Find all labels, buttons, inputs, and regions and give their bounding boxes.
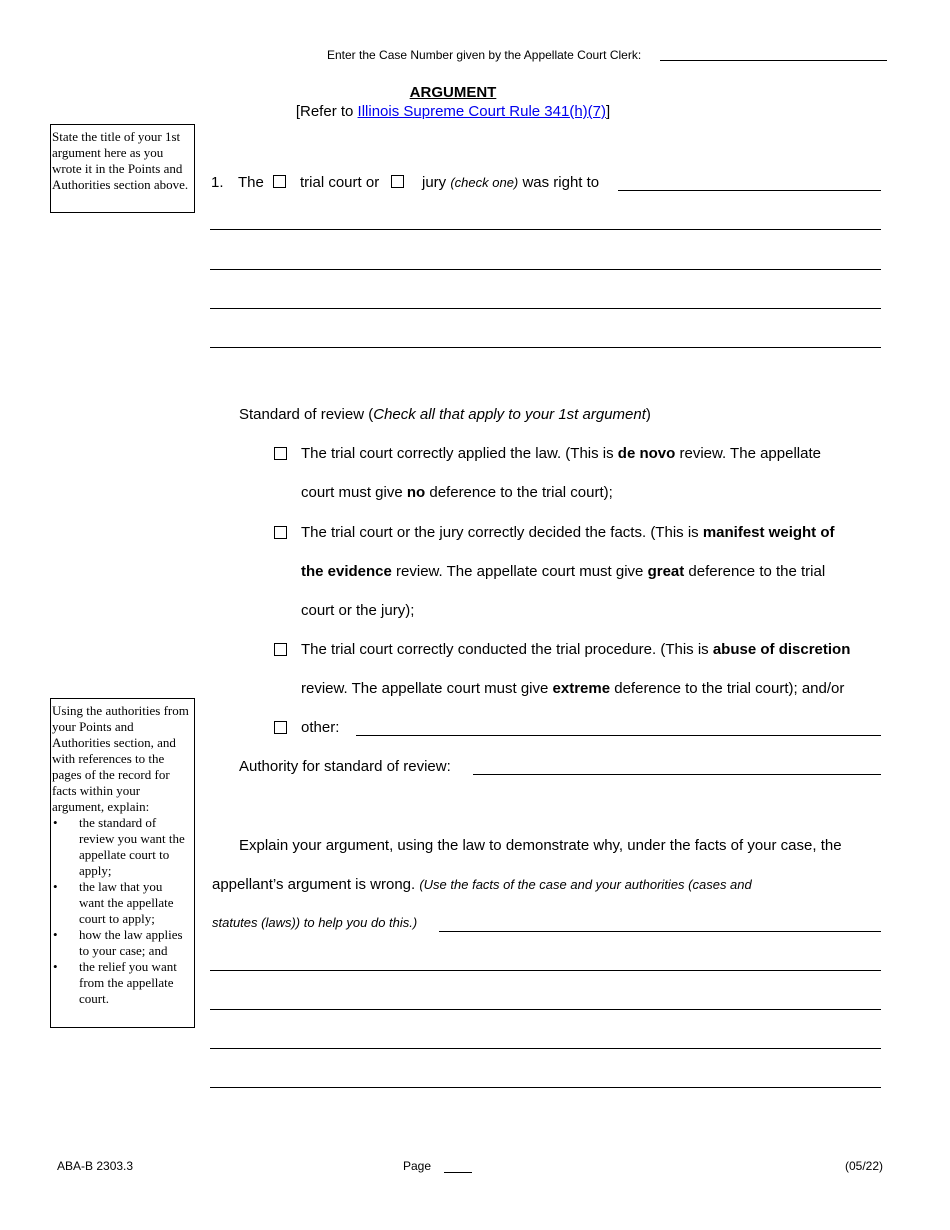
explain-line2b: (Use the facts of the case and your authorities (cases and (419, 877, 752, 892)
jury-label (422, 174, 599, 191)
page-number-line[interactable] (444, 1172, 472, 1173)
abuse-discretion-text-line2 (301, 680, 844, 697)
side-note-bullet-list (52, 815, 190, 1007)
manifest-weight-text-line2 (301, 563, 825, 580)
opt3-l1b: abuse of discretion (712, 641, 851, 658)
rule-link[interactable]: Illinois Supreme Court Rule 341(h)(7) (357, 103, 606, 120)
argument-the: The (238, 174, 264, 191)
de-novo-text-line1 (301, 445, 821, 462)
revision-date: (05/22) (845, 1159, 884, 1173)
side-note-bullet: • the law that you want the appellate court to apply; (52, 879, 190, 927)
explain-line3: statutes (laws)) to help you do this.) (212, 915, 418, 930)
explain-input-line[interactable] (210, 1087, 881, 1088)
standard-of-review-heading (239, 406, 651, 423)
page-label: Page (403, 1159, 432, 1173)
form-id: ABA-B 2303.3 (57, 1159, 134, 1173)
jury-checkbox[interactable] (391, 175, 404, 188)
opt3-l2a: review. The appellate court must give (301, 680, 553, 697)
standard-label: Standard of review ( (239, 406, 374, 423)
trial-court-label: trial court or (300, 174, 380, 191)
page-title: ARGUMENT (409, 84, 497, 101)
manifest-weight-checkbox[interactable] (274, 526, 287, 539)
refer-suffix: ] (605, 103, 611, 120)
opt1-l2a: court must give (301, 484, 407, 501)
explain-input-line[interactable] (210, 1009, 881, 1010)
other-checkbox[interactable] (274, 721, 287, 734)
standard-label-end: ) (645, 406, 651, 423)
argument-title-line[interactable] (210, 308, 881, 309)
side-note-bullet: • the relief you want from the appellate court. (52, 959, 190, 1007)
manifest-weight-text-line1 (301, 524, 835, 541)
opt1-l2b: no (406, 484, 426, 501)
check-one-hint: (check one) (450, 175, 519, 190)
opt1-l1c: review. The appellate (675, 445, 821, 462)
explain-input-line[interactable] (439, 931, 881, 932)
was-right-to-text: was right to (522, 174, 600, 191)
side-note-bullet: • how the law applies to your case; and (52, 927, 190, 959)
opt3-l1a: The trial court correctly conducted the trial procedure. (This is (301, 641, 713, 658)
opt2-l1b: manifest weight of (702, 524, 835, 541)
other-label: other: (301, 719, 340, 736)
abuse-of-discretion-checkbox[interactable] (274, 643, 287, 656)
opt2-l2b: review. The appellate court must give (391, 563, 648, 580)
argument-number: 1. (211, 174, 224, 191)
other-input-line[interactable] (356, 735, 881, 736)
trial-court-checkbox[interactable] (273, 175, 286, 188)
manifest-weight-text-line3: court or the jury); (301, 602, 415, 619)
side-note-explain-instructions (50, 698, 195, 1028)
opt1-l2c: deference to the trial court); (425, 484, 613, 501)
explain-line1: Explain your argument, using the law to demonstrate why, under the facts of your case, the (239, 837, 842, 854)
explain-input-line[interactable] (210, 1048, 881, 1049)
de-novo-text-line2 (301, 484, 613, 501)
side-note-title-instructions (50, 124, 195, 213)
opt2-l2c: great (647, 563, 685, 580)
opt3-l2c: deference to the trial court); and/or (610, 680, 845, 697)
opt2-l2a: the evidence (301, 563, 392, 580)
opt1-l1a: The trial court correctly applied the law. (This is (301, 445, 618, 462)
argument-title-line[interactable] (210, 269, 881, 270)
authority-label: Authority for standard of review: (239, 758, 451, 775)
side-note-first-text: State the title of your 1st argument here as you wrote it in the Points and Authorities section above. (52, 129, 189, 192)
opt2-l2d: deference to the trial (684, 563, 826, 580)
case-number-label: Enter the Case Number given by the Appellate Court Clerk: (327, 48, 642, 62)
jury-text: jury (422, 174, 447, 191)
case-number-field[interactable] (660, 60, 887, 61)
opt3-l2b: extreme (552, 680, 611, 697)
refer-prefix: [Refer to (295, 103, 358, 120)
explain-line2 (212, 876, 752, 893)
opt2-l1a: The trial court or the jury correctly decided the facts. (This is (301, 524, 703, 541)
abuse-discretion-text-line1 (301, 641, 850, 658)
argument-title-line[interactable] (210, 347, 881, 348)
argument-title-line[interactable] (618, 190, 881, 191)
standard-label-italic: Check all that apply to your 1st argument (373, 406, 646, 423)
argument-title-line[interactable] (210, 229, 881, 230)
rule-reference (0, 103, 906, 120)
authority-input-line[interactable] (473, 774, 881, 775)
explain-input-line[interactable] (210, 970, 881, 971)
side-note-bullet: • the standard of review you want the appellate court to apply; (52, 815, 190, 879)
explain-line2a: appellant’s argument is wrong. (212, 876, 420, 893)
opt1-l1b: de novo (617, 445, 676, 462)
side-note-second-intro: Using the authorities from your Points and Authorities section, and with references to the pages of the record for facts within your argument, explain: (52, 703, 189, 814)
de-novo-checkbox[interactable] (274, 447, 287, 460)
